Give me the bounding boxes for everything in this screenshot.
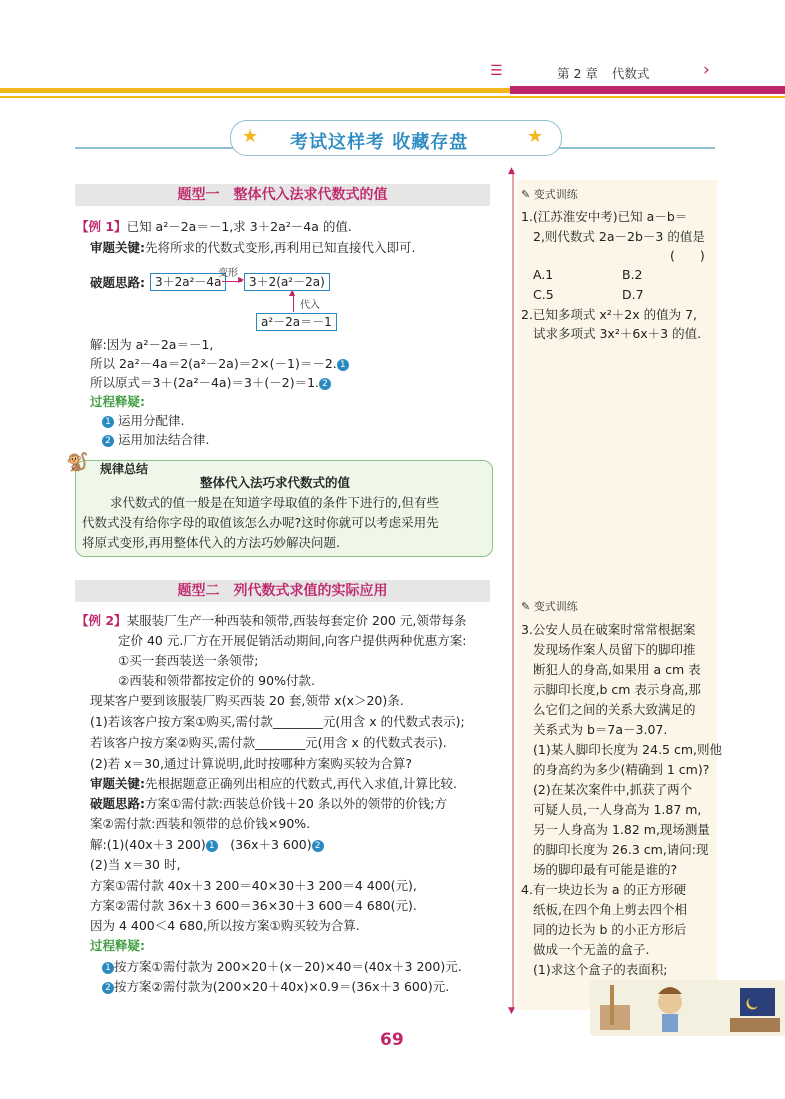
process1-item: 1 运用分配律. — [102, 412, 184, 430]
q3-line: 可疑人员,一人身高为 1.87 m, — [533, 802, 702, 817]
q4-line: 同的边长为 b 的小正方形后 — [533, 922, 687, 937]
solution2-line: 方案①需付款 40x＋3 200＝40×30＋3 200＝4 400(元), — [90, 878, 417, 893]
summary-title: 整体代入法巧求代数式的值 — [200, 475, 351, 490]
example2-line: 若该客户按方案②购买,需付款________元(用含 x 的代数式表示). — [90, 735, 447, 750]
example1: 【例 1】已知 a²－2a＝－1,求 3＋2a²－4a 的值. — [76, 219, 352, 234]
q4-line: 4.有一块边长为 a 的正方形硬 — [521, 882, 687, 897]
cartoon-illustration — [590, 980, 785, 1036]
example2-line: 现某客户要到该服装厂购买西装 20 套,领带 x(x＞20)条. — [90, 693, 404, 708]
q2-line: 2.已知多项式 x²＋2x 的值为 7, — [521, 307, 698, 322]
q3-line: 示脚印长度,b cm 表示身高,那 — [533, 682, 701, 697]
summary-line: 将原式变形,再用整体代入的方法巧妙解决问题. — [82, 535, 340, 550]
idea2: 破题思路:方案①需付款:西装总价钱＋20 条以外的领带的价钱;方 — [90, 796, 448, 811]
process1-label: 过程释疑: — [90, 394, 145, 409]
q4-line: 纸板,在四个角上剪去四个相 — [533, 902, 687, 917]
q1-line: 1.(江苏淮安中考)已知 a－b＝ — [521, 209, 688, 224]
summary-tag: 规律总结 — [100, 462, 149, 476]
q3-line: (2)在某次案件中,抓获了两个 — [533, 782, 693, 797]
diagram-arrow-label: 变形 — [218, 268, 238, 279]
choice: A.1 — [533, 267, 554, 282]
arrow-up-icon: ▲ — [289, 288, 296, 297]
chapter-label: 第 2 章 代数式 — [557, 66, 650, 81]
summary-line: 求代数式的值一般是在知道字母取值的条件下进行的,但有些 — [110, 495, 439, 510]
q3-line: 的脚印长度为 26.3 cm,请问:现 — [533, 842, 709, 857]
diagram-box-given: a²－2a＝－1 — [256, 313, 337, 331]
example2-line: (2)若 x＝30,通过计算说明,此时按哪种方案购买较为合算? — [90, 756, 413, 771]
header-rule-thin — [0, 96, 785, 98]
process2-label: 过程释疑: — [90, 938, 145, 953]
mark-2: 2 — [319, 378, 331, 390]
variant-tag: ✎ 变式训练 — [521, 188, 578, 201]
idea1-label: 破题思路: — [90, 275, 145, 290]
q3-line: 关系式为 b＝7a－3.07. — [533, 722, 668, 737]
example2-line: (1)若该客户按方案①购买,需付款________元(用含 x 的代数式表示); — [90, 714, 465, 729]
section1-heading: 题型一 整体代入法求代数式的值 — [75, 184, 490, 206]
mascot-icon: 🐒 — [66, 452, 89, 473]
header-rule-gold — [0, 88, 520, 93]
solution2-line: 解:(1)(40x＋3 200) 1 (36x＋3 600) 2 — [90, 836, 324, 854]
q3-line: 发现场作案人员留下的脚印推 — [533, 642, 696, 657]
q3-line: 另一人身高为 1.82 m,现场测量 — [533, 822, 710, 837]
star-icon: ★ — [242, 126, 259, 147]
q3-line: 3.公安人员在破案时常常根据案 — [521, 622, 696, 637]
column-divider — [512, 170, 514, 1010]
choice: B.2 — [622, 267, 643, 282]
q3-line: (1)某人脚印长度为 24.5 cm,则他 — [533, 742, 723, 757]
section2-heading: 题型二 列代数式求值的实际应用 — [75, 580, 490, 602]
diagram-arrow2-label: 代入 — [300, 300, 320, 311]
solution1-line3: 所以原式＝3＋(2a²－4a)＝3＋(－2)＝1. 2 — [90, 374, 331, 392]
q1-line: 2,则代数式 2a－2b－3 的值是 — [533, 229, 705, 244]
solution1-line2: 所以 2a²－4a＝2(a²－2a)＝2×(－1)＝－2. 1 — [90, 355, 349, 373]
banner-title: 考试这样考 收藏存盘 — [290, 132, 469, 153]
process1-item: 2 运用加法结合律. — [102, 431, 209, 449]
page-number: 69 — [380, 1030, 404, 1050]
example2-line: 定价 40 元.厂方在开展促销活动期间,向客户提供两种优惠方案: — [118, 633, 467, 648]
example2-line: ②西装和领带都按定价的 90%付款. — [118, 673, 315, 688]
summary-line: 代数式没有给你字母的取值该怎么办呢?这时你就可以考虑采用先 — [82, 515, 439, 530]
solution1-line1: 解:因为 a²－2a＝－1, — [90, 337, 214, 352]
example2-line: ①买一套西装送一条领带; — [118, 653, 259, 668]
header-rule-red — [510, 86, 785, 94]
variant-tag: ✎ 变式训练 — [521, 600, 578, 613]
choice: C.5 — [533, 287, 554, 302]
example2-line: 【例 2】某服装厂生产一种西装和领带,西装每套定价 200 元,领带每条 — [76, 613, 467, 628]
q4-line: 做成一个无盖的盒子. — [533, 942, 650, 957]
divider-arrow-top-icon: ▲ — [508, 166, 515, 176]
solution2-line: 因为 4 400＜4 680,所以按方案①购买较为合算. — [90, 918, 360, 933]
key1: 审题关键:先将所求的代数式变形,再利用已知直接代入即可. — [90, 240, 416, 255]
list-icon[interactable]: ☰ — [490, 63, 503, 79]
mark-1: 1 — [337, 359, 349, 371]
star-icon: ★ — [527, 126, 544, 147]
next-arrow-icon[interactable]: › — [703, 60, 710, 80]
q2-line: 试求多项式 3x²＋6x＋3 的值. — [533, 326, 702, 341]
q4-line: (1)求这个盒子的表面积; — [533, 962, 668, 977]
q3-line: 的身高约为多少(精确到 1 cm)? — [533, 762, 710, 777]
q3-line: 场的脚印最有可能是谁的? — [533, 862, 678, 877]
q3-line: 么它们之间的关系大致满足的 — [533, 702, 696, 717]
q3-line: 断犯人的身高,如果用 a cm 表 — [533, 662, 701, 677]
process2-item: 2 按方案②需付款为(200×20＋40x)×0.9＝(36x＋3 600)元. — [102, 978, 449, 996]
process2-item: 1 按方案①需付款为 200×20＋(x－20)×40＝(40x＋3 200)元. — [102, 958, 462, 976]
diagram-box-expression: 3＋2a²－4a — [150, 273, 226, 291]
choice: D.7 — [622, 287, 644, 302]
key2: 审题关键:先根据题意正确列出相应的代数式,再代入求值,计算比较. — [90, 776, 457, 791]
divider-arrow-bottom-icon: ▼ — [508, 1006, 515, 1016]
solution2-line: (2)当 x＝30 时, — [90, 857, 181, 872]
idea2-line: 案②需付款:西装和领带的总价钱×90%. — [90, 816, 311, 831]
arrow-right-icon: ▶ — [238, 275, 245, 284]
solution2-line: 方案②需付款 36x＋3 600＝36×30＋3 600＝4 680(元). — [90, 898, 417, 913]
q1-answer-bracket: ( ) — [670, 248, 705, 263]
diagram-box-transformed: 3＋2(a²－2a) — [244, 273, 330, 291]
